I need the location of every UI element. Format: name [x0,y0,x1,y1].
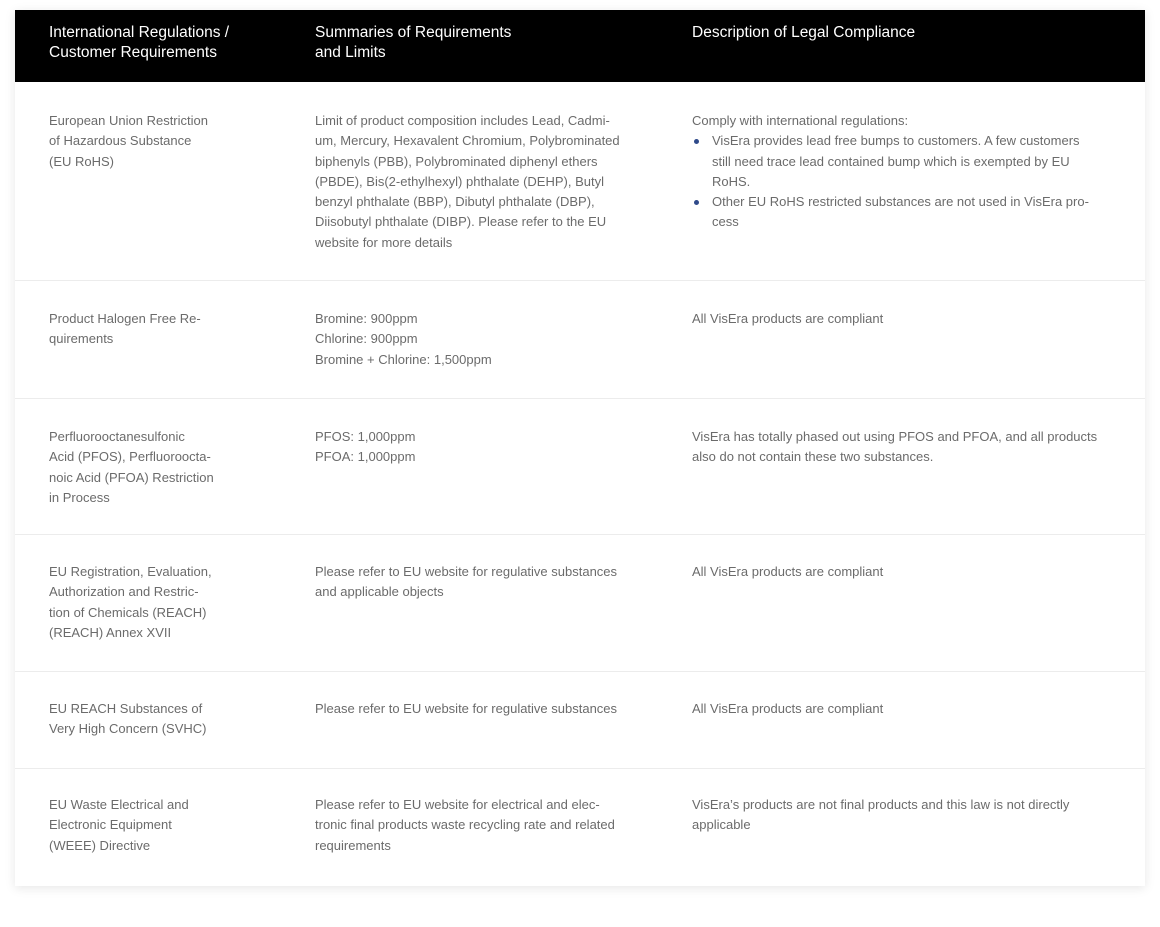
compliance-bullet [692,131,1102,192]
compliance-cell: VisEra has totally phased out using PFOS and PFOA, and all products also do not contain these two substances. [692,429,1098,465]
table-row [15,399,1145,535]
table-row [15,672,1145,769]
bullet-icon [694,139,699,144]
compliance-bullet-list [692,131,1102,232]
table-row [15,535,1145,672]
compliance-cell: VisEra’s products are not final products and this law is not directly applicable [692,797,1070,833]
regulation-cell: European Union Restriction of Hazardous Substance (EU RoHS) [49,113,208,169]
header-regulations: International Regulations / Customer Requirements [49,24,230,61]
bullet-icon [694,200,699,205]
compliance-bullet [692,192,1102,233]
compliance-cell [692,111,1102,233]
regulation-cell: Perfluorooctanesulfonic Acid (PFOS), Perfluoroocta- noic Acid (PFOA) Restriction in Process [49,429,214,505]
summary-cell: Please refer to EU website for regulative substances [315,701,618,716]
compliance-intro: Comply with international regulations: [692,113,909,128]
summary-cell: Bromine: 900ppm Chlorine: 900ppm Bromine + Chlorine: 1,500ppm [315,311,492,367]
compliance-cell: All VisEra products are compliant [692,701,884,716]
summary-cell: Please refer to EU website for regulative substances and applicable objects [315,564,618,600]
regulation-cell: Product Halogen Free Re- quirements [49,311,201,347]
regulation-cell: EU Registration, Evaluation, Authorization and Restric- tion of Chemicals (REACH) (REACH) Annex XVII [49,564,212,640]
header-compliance: Description of Legal Compliance [692,24,916,41]
bullet-text: VisEra provides lead free bumps to customers. A few customers still need trace lead contained bump which is exempted by EU RoHS. [712,133,1080,189]
compliance-cell: All VisEra products are compliant [692,564,884,579]
regulation-cell: EU Waste Electrical and Electronic Equipment (WEEE) Directive [49,797,189,853]
table-header [15,10,1145,82]
table-row [15,281,1145,399]
compliance-cell: All VisEra products are compliant [692,311,884,326]
compliance-table [15,10,1145,886]
summary-cell: Limit of product composition includes Lead, Cadmi- um, Mercury, Hexavalent Chromium, Polybrominated biphenyls (PBB), Polybrominated diphenyl ethers (PBDE), Bis(2-ethylhexyl) phthalate (DEHP), Butyl benzyl phthalate (BBP), Dibutyl phthalate (DBP), Diisobutyl phthalate (DIBP). Please refer to the EU website for more details [315,113,620,250]
summary-cell: PFOS: 1,000ppm PFOA: 1,000ppm [315,429,416,465]
table-row [15,82,1145,281]
regulation-cell: EU REACH Substances of Very High Concern (SVHC) [49,701,207,737]
summary-cell: Please refer to EU website for electrical and elec- tronic final products waste recycling rate and related requirements [315,797,615,853]
table-row [15,769,1145,886]
bullet-text: Other EU RoHS restricted substances are not used in VisEra pro- cess [712,194,1089,230]
header-summaries: Summaries of Requirements and Limits [315,24,512,61]
